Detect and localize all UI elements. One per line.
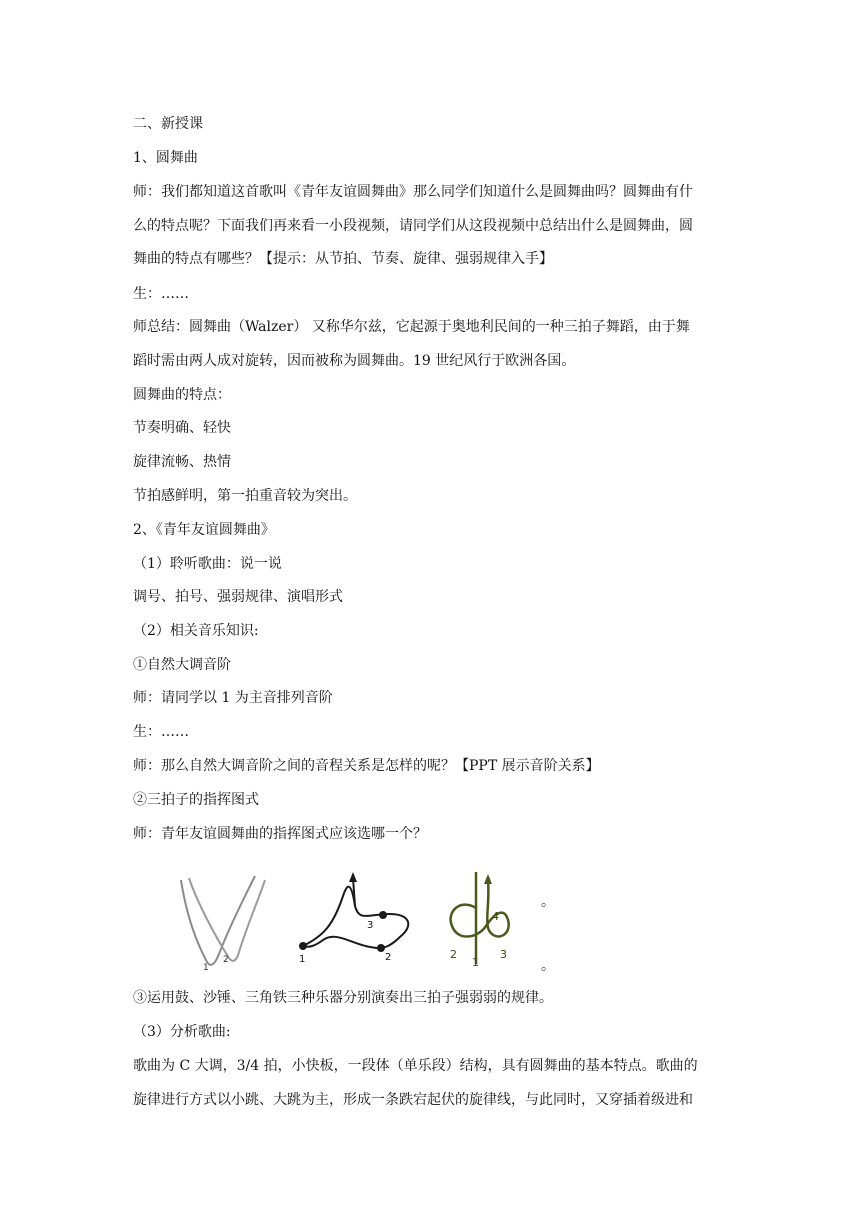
paragraph-line: （2）相关音乐知识:: [133, 623, 259, 639]
paragraph-line: 旋律流畅、热情: [133, 454, 231, 470]
paragraph-line: 蹈时需由两人成对旋转，因而被称为圆舞曲。19 世纪风行于欧洲各国。: [133, 353, 576, 369]
paragraph-line: 生：……: [133, 286, 189, 302]
conducting-pattern-1-image: [163, 866, 273, 976]
paragraph-line: 舞曲的特点有哪些？【提示：从节拍、节奏、旋律、强弱规律入手】: [133, 251, 553, 267]
paragraph-line: ①自然大调音阶: [133, 657, 231, 673]
paragraph-line: 歌曲为 C 大调，3/4 拍，小快板，一段体（单乐段）结构，具有圆舞曲的基本特点。歌曲的: [133, 1058, 698, 1074]
paragraph-line: 师：那么自然大调音阶之间的音程关系是怎样的呢？【PPT 展示音阶关系】: [133, 758, 600, 774]
subsection-heading: （3）分析歌曲:: [133, 1024, 231, 1040]
beat-label: 2: [385, 952, 392, 963]
paragraph-line: 师：青年友谊圆舞曲的指挥图式应该选哪一个？: [133, 826, 427, 842]
beat-label: 3: [367, 920, 374, 931]
conducting-patterns-figure: [133, 866, 733, 976]
beat-label: 3: [500, 948, 507, 961]
subsection-heading: 1、圆舞曲: [133, 150, 198, 166]
paragraph-line: 节拍感鲜明，第一拍重音较为突出。: [133, 488, 357, 504]
subsection-heading: 2、《青年友谊圆舞曲》: [133, 522, 275, 538]
conducting-pattern-2-image: [293, 866, 423, 966]
paragraph-line: 么的特点呢？下面我们再来看一小段视频，请同学们从这段视频中总结出什么是圆舞曲，圆: [133, 218, 693, 234]
punctuation-mark: 。: [541, 958, 555, 974]
beat-label: 2: [450, 948, 457, 961]
punctuation-mark: 。: [541, 894, 555, 910]
paragraph-line: 师：我们都知道这首歌叫《青年友谊圆舞曲》那么同学们知道什么是圆舞曲吗？圆舞曲有什: [133, 184, 693, 200]
beat-label: 2: [223, 955, 229, 965]
paragraph-line: 节奏明确、轻快: [133, 420, 231, 436]
paragraph-line: ③运用鼓、沙锤、三角铁三种乐器分别演奏出三拍子强弱弱的规律。: [133, 990, 553, 1006]
paragraph-line: 旋律进行方式以小跳、大跳为主，形成一条跌宕起伏的旋律线，与此同时，又穿插着级进和: [133, 1092, 693, 1108]
paragraph-line: （1）聆听歌曲：说一说: [133, 556, 282, 572]
paragraph-line: ②三拍子的指挥图式: [133, 792, 259, 808]
beat-label: 4: [492, 910, 499, 923]
paragraph-line: 师：请同学以 1 为主音排列音阶: [133, 690, 333, 706]
section-heading: 二、新授课: [133, 116, 203, 132]
beat-label: 1: [472, 956, 479, 968]
beat-label: 1: [299, 954, 306, 965]
paragraph-line: 调号、拍号、强弱规律、演唱形式: [133, 589, 343, 605]
beat-label: 1: [203, 963, 209, 973]
paragraph-line: 师总结：圆舞曲（Walzer） 又称华尔兹，它起源于奥地利民间的一种三拍子舞蹈，由于舞: [133, 319, 690, 335]
paragraph-line: 生：……: [133, 724, 189, 740]
conducting-pattern-3-image: [438, 868, 528, 968]
paragraph-line: 圆舞曲的特点：: [133, 387, 231, 403]
